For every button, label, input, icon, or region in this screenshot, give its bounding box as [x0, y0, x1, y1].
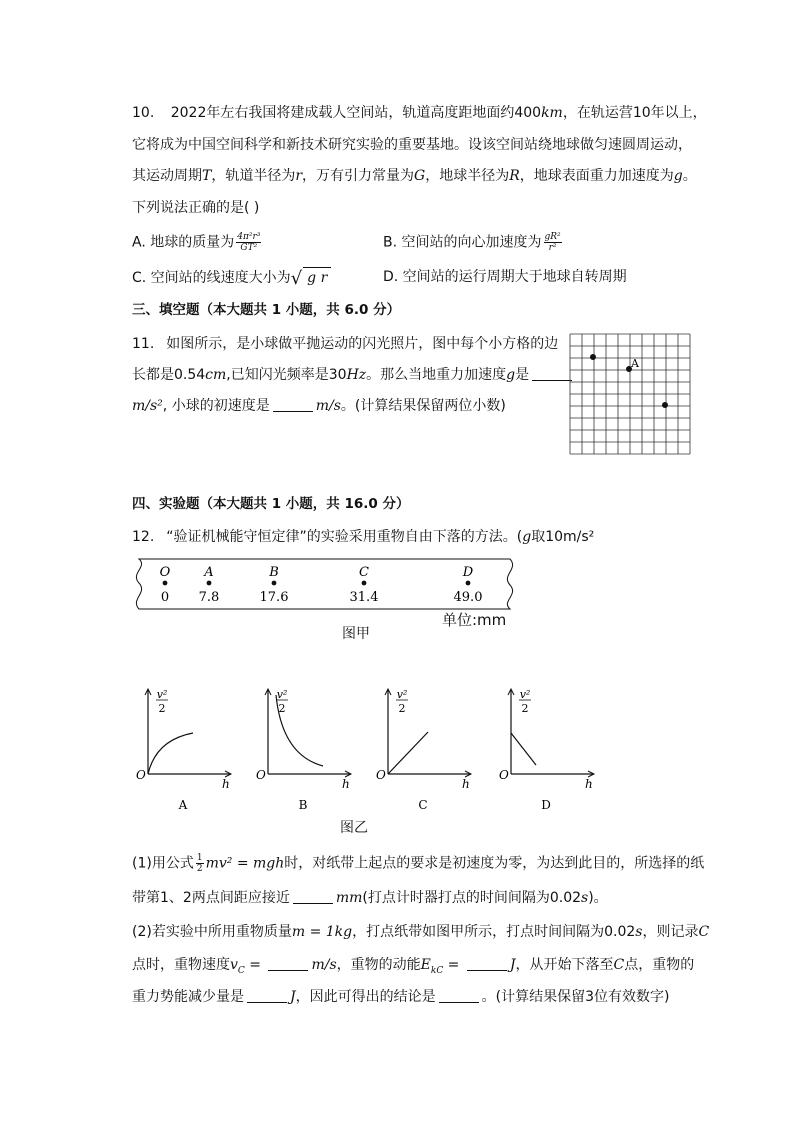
tape-dot [272, 581, 277, 586]
half-num: 1 [196, 853, 203, 863]
q10-number: 10. [132, 105, 155, 121]
option-b-den: r² [548, 243, 557, 253]
q10-line2: 它将成为中国空间科学和新技术研究实验的重要基地。设该空间站绕地球做匀速圆周运动， [132, 137, 692, 153]
tape-dot [163, 581, 168, 586]
graph-option-label: A [178, 798, 188, 812]
part2-c: ，则记录 [642, 924, 699, 940]
ball-point-1 [590, 354, 596, 360]
part2-line3-b: ，因此可得出的结论是 [295, 989, 436, 1005]
q11-line3-a: , 小球的初速度是 [162, 398, 270, 414]
unit-cm: cm [205, 367, 227, 383]
var-v-sub: C [237, 965, 245, 976]
q11-line3-b: 。(计算结果保留两位小数) [340, 398, 506, 414]
q10-option-d: D. 空间站的运行周期大于地球自转周期 [383, 269, 627, 285]
graph-xlabel: h [585, 777, 593, 791]
var-R: R [509, 168, 520, 184]
unit-ms2: m/s² [132, 398, 163, 414]
section4-title: 四、实验题（本大题共 1 小题，共 16.0 分） [132, 496, 410, 512]
q12-part1-line2 [132, 888, 608, 908]
q12-line1 [132, 527, 594, 547]
figure-yi-caption: 图乙 [340, 820, 368, 836]
tape-point-value: 0 [160, 590, 170, 605]
unit-s: s [581, 890, 589, 906]
ball-point-3 [662, 402, 668, 408]
unit-hz: Hz [346, 367, 367, 383]
q11-line2 [132, 365, 575, 385]
unit-ms: m/s [315, 398, 341, 414]
answer-blank[interactable] [439, 988, 479, 1003]
q11-line1 [132, 334, 558, 354]
tape-dot [362, 581, 367, 586]
tape-point-label: O [159, 565, 171, 580]
q10-line3-a: 其运动周期 [132, 168, 202, 184]
part2-line2-c: ，从开始下落至 [515, 957, 614, 973]
q10-unit-km: km [541, 105, 563, 121]
part1-line2-c: )。 [588, 890, 608, 906]
q11-line2-c: 。那么当地重力加速度 [366, 367, 507, 383]
tape-point-value: 31.4 [349, 590, 379, 605]
q10-line3-d: ，地球半径为 [425, 168, 510, 184]
unit-j: J [290, 989, 296, 1005]
q12-line1-tail: 取10m/s² [531, 529, 595, 545]
tape-point-label: A [204, 565, 214, 580]
q10-option-c [132, 267, 331, 289]
q12-part1-line1 [132, 853, 704, 874]
equals-sign: = [443, 957, 464, 973]
graph-set [136, 688, 594, 812]
graph-ylabel-num: v² [396, 688, 408, 701]
graph-curve [511, 733, 536, 765]
tape-point-value: 49.0 [453, 590, 483, 605]
graph-option-label: B [298, 798, 308, 812]
q12-number: 12. [132, 529, 155, 545]
graphs-figure [125, 685, 605, 815]
graph-ylabel-den: 2 [278, 702, 286, 715]
q10-option-b [383, 232, 564, 253]
var-T: T [202, 168, 212, 184]
graph-origin-label: O [136, 768, 146, 782]
q11-line2-a: 长都是0.54 [132, 367, 206, 383]
graph-curve [148, 733, 193, 774]
unit-mm: mm [335, 890, 363, 906]
figure-jia-caption: 图甲 [342, 626, 370, 642]
point-c: C [613, 957, 625, 973]
q11-line2-d: 是 [515, 367, 530, 383]
tape-dot [207, 581, 212, 586]
q10-line3 [132, 166, 697, 186]
option-b-fraction [544, 232, 562, 253]
mass-formula: m = 1kg [291, 924, 353, 940]
q11-line2-b: ,已知闪光频率是30 [226, 367, 347, 383]
graph-ylabel-num: v² [156, 688, 168, 701]
answer-blank[interactable] [273, 397, 313, 412]
graph-origin-label: O [499, 768, 509, 782]
part1-b: 时，对纸带上起点的要求是初速度为零，为达到此目的，所选择的纸 [284, 855, 705, 872]
q11-number: 11. [132, 336, 155, 352]
option-a-num: 4π²r³ [237, 232, 261, 242]
var-g: g [506, 367, 516, 383]
part2-line2-d: 点，重物的 [624, 957, 695, 973]
tape-point-label: D [462, 565, 474, 580]
graph-ylabel-num: v² [519, 688, 531, 701]
part1-line2-b: (打点计时器打点的时间间隔为0.02 [362, 890, 582, 906]
graph-option-label: D [541, 798, 551, 812]
graph-ylabel-den: 2 [398, 702, 406, 715]
unit-ms: m/s [311, 957, 337, 973]
paper-tape-figure [127, 555, 522, 613]
tape-point-label: B [269, 565, 279, 580]
answer-blank[interactable] [467, 956, 507, 971]
tape-dot [466, 581, 471, 586]
graph-xlabel: h [222, 777, 230, 791]
equals-sign: = [244, 957, 266, 973]
grid-lines [570, 334, 690, 454]
q11-line1-text: 如图所示，是小球做平抛运动的闪光照片，图中每个小方格的边 [166, 336, 559, 352]
q10-option-a [132, 232, 263, 253]
tape-marks [160, 565, 483, 605]
part1-a: (1)用公式 [132, 855, 194, 872]
q12-line1-text: “验证机械能守恒定律”的实验采用重物自由下落的方法。( [166, 529, 523, 545]
point-a-label: A [631, 357, 639, 370]
answer-blank[interactable] [293, 889, 333, 904]
graph-origin-label: O [256, 768, 266, 782]
graph-ylabel-num: v² [276, 688, 288, 701]
q12-part2-line2 [132, 955, 694, 981]
unit-j: J [509, 957, 516, 973]
var-r: r [295, 168, 303, 184]
var-G: G [414, 168, 426, 184]
option-a-den: GT² [240, 243, 258, 253]
q10-line3-e: ，地球表面重力加速度为 [519, 168, 674, 184]
graph-curve [388, 732, 428, 774]
part1-line2-a: 带第1、2两点间距应接近 [132, 890, 290, 906]
flash-photo-grid [569, 333, 691, 455]
point-c: C [698, 924, 710, 940]
graph-option-label: C [418, 798, 428, 812]
graph-ylabel-den: 2 [158, 702, 166, 715]
option-c-text: C. 空间站的线速度大小为 [132, 270, 291, 286]
q12-part2-line1 [132, 922, 709, 942]
part2-a: (2)若实验中所用重物质量 [132, 924, 292, 940]
graph-xlabel: h [342, 777, 350, 791]
half-fraction [196, 853, 204, 874]
var-g: g [673, 168, 683, 184]
q10-line4: 下列说法正确的是( ) [132, 200, 260, 216]
q10-line1 [132, 103, 707, 123]
tape-point-value: 7.8 [198, 590, 220, 605]
q10-line3-c: ，万有引力常量为 [302, 168, 415, 184]
option-b-num: gR² [544, 232, 561, 242]
q10-line1-text: 2022年左右我国将建成载人空间站，轨道高度距地面约400 [170, 105, 542, 121]
graph-ylabel-den: 2 [521, 702, 529, 715]
part2-line3-c: 。(计算结果保留3位有效数字) [481, 989, 670, 1005]
option-a-fraction [236, 232, 261, 253]
q12-part2-line3 [132, 987, 669, 1007]
q10-line3-b: ，轨道半径为 [211, 168, 296, 184]
answer-blank[interactable] [247, 988, 287, 1003]
unit-s: s [635, 924, 643, 940]
var-ek-sub: kC [430, 965, 444, 976]
tape-point-label: C [359, 565, 369, 580]
tape-point-value: 17.6 [259, 590, 289, 605]
var-ek: E [420, 957, 431, 973]
var-g: g [522, 529, 532, 545]
var-v: v [230, 957, 238, 973]
answer-blank[interactable] [268, 956, 308, 971]
part2-line2-a: 点时，重物速度 [132, 957, 230, 973]
q10-line3-f: 。 [682, 168, 697, 184]
graph-origin-label: O [376, 768, 386, 782]
q10-line1-tail: ，在轨运营10年以上， [562, 105, 707, 121]
section3-title: 三、填空题（本大题共 1 小题，共 6.0 分） [132, 302, 401, 318]
half-den: 2 [196, 864, 203, 874]
tape-unit-label: 单位:mm [442, 611, 507, 629]
option-b-text: B. 空间站的向心加速度为 [383, 234, 542, 251]
graph-xlabel: h [462, 777, 470, 791]
energy-formula: mv² = mgh [205, 855, 285, 872]
sqrt-sign-icon: √ [290, 268, 303, 289]
q11-line3 [132, 396, 506, 416]
part2-line2-b: ，重物的动能 [336, 957, 421, 973]
option-c-sqrt: g r [303, 267, 331, 288]
part2-b: ，打点纸带如图甲所示，打点时间间隔为0.02 [352, 924, 636, 940]
answer-blank[interactable] [532, 366, 572, 381]
part2-line3-a: 重力势能减少量是 [132, 989, 244, 1005]
option-a-text: A. 地球的质量为 [132, 234, 235, 251]
